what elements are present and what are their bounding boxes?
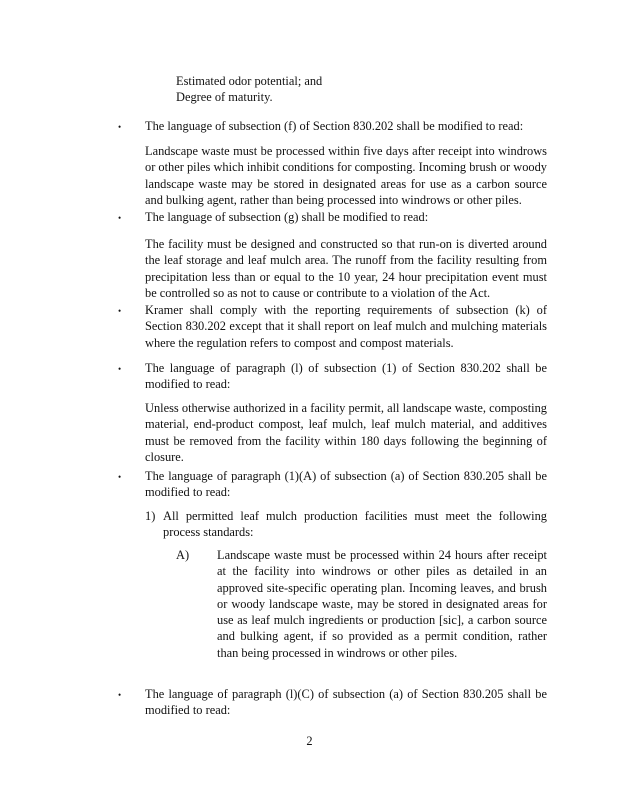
bullet-1-quote: Landscape waste must be processed within five days after receipt into windrows or other piles which inhibit conditions for composting. Incoming brush or woody landscape waste may be stored in designated areas for use as a carbon source and bulking agent, rather than being processed into windrows or other piles. — [145, 144, 547, 207]
bullet-1-text: The language of subsection (f) of Section 830.202 shall be modified to read: — [145, 119, 524, 133]
page-number: 2 — [306, 734, 313, 748]
bullet-4-text: The language of paragraph (l) of subsection (1) of Section 830.202 shall be modified to read: — [145, 361, 547, 392]
bullet-2-quote: The facility must be designed and constructed so that run-on is diverted around the leaf storage and leaf mulch area. The runoff from the facility resulting from precipitation less than or equal to the 10 year, 24 hour precipitation event must be controlled so as not to cause or contribute to a violation of the Act. — [145, 237, 547, 300]
bullet-marker: • — [118, 122, 122, 132]
subitem-text: Landscape waste must be processed within 24 hours after receipt at the facility into windrows or other piles as detailed in an approved site-specific operating plan. Incoming leaves, and brush or woody landscape waste, may be stored in designated areas for use as leaf mulch ingredients or production [sic], a carbon source and bulking agent, if so provided as a permit condition, rather than being processed in windrows or other piles. — [217, 548, 547, 660]
bullet-6-text: The language of paragraph (l)(C) of subsection (a) of Section 830.205 shall be modified to read: — [145, 687, 547, 718]
numbered-item-label: 1) — [145, 509, 156, 523]
bullet-4-quote: Unless otherwise authorized in a facility permit, all landscape waste, composting material, end-product compost, leaf mulch, leaf mulch material, and additives must be removed from the facility within 180 days following the beginning of closure. — [145, 401, 547, 464]
bullet-marker: • — [118, 364, 122, 374]
intro-line-maturity: Degree of maturity. — [176, 90, 273, 104]
intro-line-odor: Estimated odor potential; and — [176, 74, 323, 88]
bullet-2-text: The language of subsection (g) shall be modified to read: — [145, 210, 429, 224]
bullet-5-text: The language of paragraph (1)(A) of subsection (a) of Section 830.205 shall be modified to read: — [145, 469, 547, 500]
bullet-marker: • — [118, 213, 122, 223]
bullet-marker: • — [118, 472, 122, 482]
bullet-marker: • — [118, 690, 122, 700]
bullet-3-text: Kramer shall comply with the reporting requirements of subsection (k) of Section 830.202 except that it shall report on leaf mulch and mulching materials where the regulation refers to compost and compost materials. — [145, 303, 547, 350]
bullet-marker: • — [118, 306, 122, 316]
subitem-label: A) — [176, 548, 190, 562]
numbered-item-text: All permitted leaf mulch production facilities must meet the following process standards: — [163, 509, 547, 540]
